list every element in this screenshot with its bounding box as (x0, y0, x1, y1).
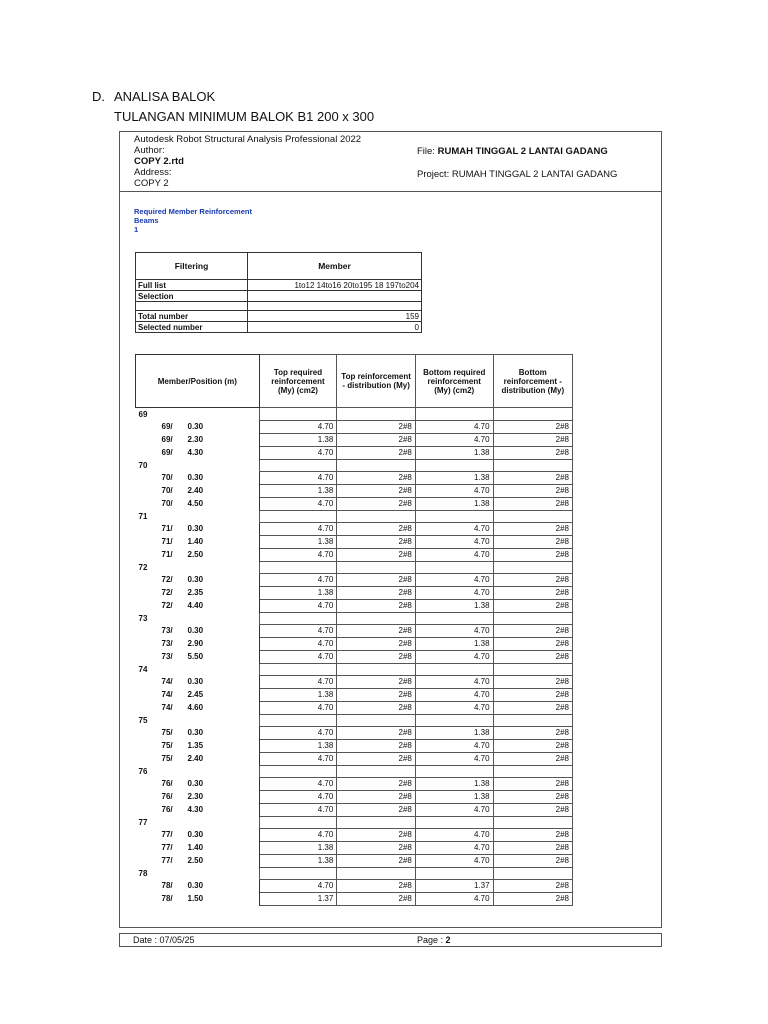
total-number-label: Total number (136, 311, 248, 322)
position-value: 2.30 (187, 435, 204, 444)
member-group-row (136, 663, 573, 675)
position-value: 0.30 (187, 830, 204, 839)
table-row (136, 752, 573, 765)
member-group-row (136, 510, 573, 522)
top-distribution-cell: 2#8 (337, 739, 416, 752)
bottom-required-cell: 4.70 (415, 675, 493, 688)
top-required-cell: 4.70 (259, 752, 337, 765)
table-row (136, 777, 573, 790)
member-position (136, 701, 260, 714)
bottom-distribution-cell: 2#8 (493, 841, 572, 854)
top-distribution-cell: 2#8 (337, 637, 416, 650)
bottom-distribution-cell: 2#8 (493, 420, 572, 433)
bottom-required-cell: 1.38 (415, 599, 493, 612)
bottom-required-cell: 4.70 (415, 522, 493, 535)
bottom-distribution-cell: 2#8 (493, 752, 572, 765)
bottom-distribution-cell: 2#8 (493, 599, 572, 612)
report-header-left (134, 134, 361, 189)
member-id: 74/ (161, 690, 173, 699)
position-value: 0.30 (187, 677, 204, 686)
position-value: 4.50 (187, 499, 204, 508)
member-position (136, 599, 260, 612)
position-value: 0.30 (187, 524, 204, 533)
bottom-required-cell: 1.38 (415, 790, 493, 803)
file-info (417, 146, 608, 157)
page-value: 2 (445, 935, 451, 945)
bottom-distribution-cell: 2#8 (493, 688, 572, 701)
top-distribution-cell: 2#8 (337, 586, 416, 599)
bottom-required-cell: 4.70 (415, 420, 493, 433)
member-position (136, 803, 260, 816)
filter-header-member: Member (248, 253, 422, 280)
top-required-cell: 1.38 (259, 854, 337, 867)
bottom-distribution-cell: 2#8 (493, 790, 572, 803)
bottom-required-cell: 1.38 (415, 446, 493, 459)
bottom-distribution-cell: 2#8 (493, 433, 572, 446)
bottom-distribution-cell: 2#8 (493, 828, 572, 841)
position-value: 1.35 (187, 741, 204, 750)
position-value: 0.30 (187, 473, 204, 482)
top-required-cell: 1.38 (259, 841, 337, 854)
member-position (136, 535, 260, 548)
table-row (136, 484, 573, 497)
member-position (136, 446, 260, 459)
top-required-cell: 4.70 (259, 420, 337, 433)
table-row (136, 548, 573, 561)
top-distribution-cell: 2#8 (337, 752, 416, 765)
full-list-label: Full list (136, 280, 248, 291)
table-row (136, 433, 573, 446)
top-distribution-cell: 2#8 (337, 420, 416, 433)
heading-line-1 (92, 89, 374, 105)
member-group-id: 78 (138, 868, 148, 878)
member-position (136, 892, 260, 905)
top-distribution-cell: 2#8 (337, 650, 416, 663)
selection-label: Selection (136, 291, 248, 302)
bottom-required-cell: 4.70 (415, 624, 493, 637)
member-position (136, 586, 260, 599)
table-row (136, 739, 573, 752)
col-header-bottom-required: Bottom required reinforcement (My) (cm2) (415, 355, 493, 408)
position-value: 2.40 (187, 754, 204, 763)
member-id: 70/ (161, 473, 173, 482)
member-group-id: 72 (138, 562, 148, 572)
footer-date: Date : 07/05/25 (133, 935, 195, 945)
member-id: 77/ (161, 856, 173, 865)
bottom-distribution-cell: 2#8 (493, 701, 572, 714)
member-position (136, 726, 260, 739)
top-required-cell: 4.70 (259, 522, 337, 535)
top-distribution-cell: 2#8 (337, 854, 416, 867)
total-number-value: 159 (248, 311, 422, 322)
position-value: 4.30 (187, 805, 204, 814)
top-distribution-cell: 2#8 (337, 573, 416, 586)
member-id: 75/ (161, 741, 173, 750)
table-row (136, 497, 573, 510)
member-group-id: 70 (138, 460, 148, 470)
section-sub: Beams (134, 216, 159, 225)
bottom-required-cell: 4.70 (415, 535, 493, 548)
top-distribution-cell: 2#8 (337, 892, 416, 905)
bottom-required-cell: 4.70 (415, 586, 493, 599)
bottom-required-cell: 4.70 (415, 892, 493, 905)
member-id: 73/ (161, 626, 173, 635)
col-header-member: Member/Position (m) (136, 355, 260, 408)
member-id: 71/ (161, 524, 173, 533)
bottom-distribution-cell: 2#8 (493, 739, 572, 752)
selected-number-value: 0 (248, 322, 422, 333)
top-required-cell: 4.70 (259, 624, 337, 637)
member-position (136, 573, 260, 586)
member-id: 71/ (161, 550, 173, 559)
member-id: 74/ (161, 677, 173, 686)
position-value: 2.35 (187, 588, 204, 597)
bottom-required-cell: 1.37 (415, 879, 493, 892)
report-page (119, 131, 662, 928)
top-required-cell: 4.70 (259, 777, 337, 790)
member-position (136, 790, 260, 803)
top-required-cell: 4.70 (259, 446, 337, 459)
top-distribution-cell: 2#8 (337, 599, 416, 612)
member-id: 76/ (161, 779, 173, 788)
section-num: 1 (134, 225, 139, 234)
bottom-distribution-cell: 2#8 (493, 675, 572, 688)
footer-page (417, 934, 451, 946)
bottom-distribution-cell: 2#8 (493, 854, 572, 867)
bottom-distribution-cell: 2#8 (493, 497, 572, 510)
member-id: 72/ (161, 575, 173, 584)
position-value: 1.40 (187, 537, 204, 546)
table-row (136, 828, 573, 841)
reinforcement-table-body (136, 408, 573, 906)
bottom-distribution-cell: 2#8 (493, 535, 572, 548)
table-row (136, 790, 573, 803)
member-id: 75/ (161, 754, 173, 763)
col-header-bottom-distribution: Bottom reinforcement - distribution (My) (493, 355, 572, 408)
top-required-cell: 1.38 (259, 433, 337, 446)
bottom-required-cell: 1.38 (415, 726, 493, 739)
position-value: 2.30 (187, 792, 204, 801)
position-value: 4.30 (187, 448, 204, 457)
position-value: 0.30 (187, 422, 204, 431)
bottom-distribution-cell: 2#8 (493, 548, 572, 561)
top-required-cell: 4.70 (259, 828, 337, 841)
reinforcement-table (135, 354, 573, 906)
document-heading (92, 89, 374, 125)
member-group-id: 71 (138, 511, 148, 521)
file-value: RUMAH TINGGAL 2 LANTAI GADANG (437, 146, 608, 157)
member-group-row (136, 408, 573, 421)
top-required-cell: 1.38 (259, 586, 337, 599)
top-required-cell: 4.70 (259, 548, 337, 561)
table-row (136, 892, 573, 905)
bottom-required-cell: 1.38 (415, 777, 493, 790)
position-value: 2.50 (187, 856, 204, 865)
member-group-row (136, 612, 573, 624)
top-distribution-cell: 2#8 (337, 433, 416, 446)
position-value: 2.40 (187, 486, 204, 495)
member-group-row (136, 867, 573, 879)
table-row (136, 675, 573, 688)
position-value: 0.30 (187, 881, 204, 890)
position-value: 1.50 (187, 894, 204, 903)
bottom-distribution-cell: 2#8 (493, 726, 572, 739)
bottom-required-cell: 1.38 (415, 497, 493, 510)
bottom-required-cell: 4.70 (415, 828, 493, 841)
bottom-required-cell: 4.70 (415, 752, 493, 765)
member-group-id: 73 (138, 613, 148, 623)
top-distribution-cell: 2#8 (337, 688, 416, 701)
member-id: 77/ (161, 830, 173, 839)
bottom-required-cell: 4.70 (415, 739, 493, 752)
table-row (136, 803, 573, 816)
top-distribution-cell: 2#8 (337, 471, 416, 484)
member-id: 78/ (161, 881, 173, 890)
software-name: Autodesk Robot Structural Analysis Professional 2022 (134, 134, 362, 145)
table-row (136, 446, 573, 459)
project-label: Project: (417, 169, 450, 180)
bottom-required-cell: 4.70 (415, 573, 493, 586)
position-value: 5.50 (187, 652, 204, 661)
member-id: 77/ (161, 843, 173, 852)
top-distribution-cell: 2#8 (337, 548, 416, 561)
member-group-id: 69 (138, 409, 148, 419)
member-position (136, 879, 260, 892)
top-required-cell: 4.70 (259, 497, 337, 510)
member-position (136, 777, 260, 790)
table-row (136, 701, 573, 714)
bottom-distribution-cell: 2#8 (493, 446, 572, 459)
heading-letter: D. (92, 89, 105, 104)
top-distribution-cell: 2#8 (337, 879, 416, 892)
position-value: 2.45 (187, 690, 204, 699)
address-label: Address: (134, 167, 172, 178)
bottom-required-cell: 1.38 (415, 471, 493, 484)
bottom-required-cell: 4.70 (415, 854, 493, 867)
position-value: 0.30 (187, 779, 204, 788)
member-position (136, 522, 260, 535)
member-id: 70/ (161, 499, 173, 508)
member-group-row (136, 714, 573, 726)
top-required-cell: 4.70 (259, 790, 337, 803)
bottom-required-cell: 4.70 (415, 650, 493, 663)
section-title: Required Member Reinforcement (134, 207, 252, 216)
member-id: 72/ (161, 601, 173, 610)
section-title-block (134, 207, 252, 234)
member-position (136, 497, 260, 510)
bottom-required-cell: 4.70 (415, 701, 493, 714)
member-id: 75/ (161, 728, 173, 737)
top-required-cell: 1.37 (259, 892, 337, 905)
bottom-required-cell: 4.70 (415, 841, 493, 854)
file-name: COPY 2.rtd (134, 156, 184, 167)
member-id: 69/ (161, 448, 173, 457)
member-group-row (136, 765, 573, 777)
member-group-id: 74 (138, 664, 148, 674)
member-id: 70/ (161, 486, 173, 495)
position-value: 2.50 (187, 550, 204, 559)
top-required-cell: 4.70 (259, 471, 337, 484)
member-position (136, 739, 260, 752)
top-required-cell: 4.70 (259, 637, 337, 650)
filter-header-filtering: Filtering (136, 253, 248, 280)
member-position (136, 637, 260, 650)
bottom-distribution-cell: 2#8 (493, 471, 572, 484)
position-value: 0.30 (187, 575, 204, 584)
report-header (120, 132, 661, 192)
top-required-cell: 4.70 (259, 599, 337, 612)
bottom-required-cell: 1.38 (415, 637, 493, 650)
position-value: 0.30 (187, 626, 204, 635)
member-id: 76/ (161, 805, 173, 814)
table-row (136, 573, 573, 586)
position-value: 1.40 (187, 843, 204, 852)
top-required-cell: 4.70 (259, 701, 337, 714)
bottom-distribution-cell: 2#8 (493, 586, 572, 599)
member-position (136, 828, 260, 841)
member-position (136, 688, 260, 701)
bottom-distribution-cell: 2#8 (493, 637, 572, 650)
project-info (417, 169, 617, 180)
table-row (136, 688, 573, 701)
member-group-row (136, 561, 573, 573)
bottom-required-cell: 4.70 (415, 803, 493, 816)
member-position (136, 854, 260, 867)
member-position (136, 650, 260, 663)
table-row (136, 535, 573, 548)
member-id: 71/ (161, 537, 173, 546)
bottom-required-cell: 4.70 (415, 688, 493, 701)
filter-table (135, 252, 422, 333)
member-id: 74/ (161, 703, 173, 712)
address-value: COPY 2 (134, 178, 169, 189)
member-position (136, 433, 260, 446)
member-group-id: 76 (138, 766, 148, 776)
top-distribution-cell: 2#8 (337, 624, 416, 637)
top-distribution-cell: 2#8 (337, 777, 416, 790)
table-row (136, 854, 573, 867)
member-id: 69/ (161, 435, 173, 444)
position-value: 0.30 (187, 728, 204, 737)
top-distribution-cell: 2#8 (337, 828, 416, 841)
bottom-distribution-cell: 2#8 (493, 803, 572, 816)
bottom-distribution-cell: 2#8 (493, 573, 572, 586)
bottom-required-cell: 4.70 (415, 548, 493, 561)
member-id: 76/ (161, 792, 173, 801)
top-distribution-cell: 2#8 (337, 522, 416, 535)
full-list-value: 1to12 14to16 20to195 18 197to204 (248, 280, 422, 291)
member-group-row (136, 816, 573, 828)
bottom-required-cell: 4.70 (415, 433, 493, 446)
member-position (136, 420, 260, 433)
top-distribution-cell: 2#8 (337, 484, 416, 497)
table-row (136, 726, 573, 739)
table-row (136, 637, 573, 650)
selected-number-label: Selected number (136, 322, 248, 333)
position-value: 4.60 (187, 703, 204, 712)
member-id: 72/ (161, 588, 173, 597)
table-row (136, 650, 573, 663)
top-required-cell: 1.38 (259, 739, 337, 752)
top-distribution-cell: 2#8 (337, 726, 416, 739)
member-group-id: 75 (138, 715, 148, 725)
table-row (136, 420, 573, 433)
member-id: 78/ (161, 894, 173, 903)
file-label: File: (417, 146, 435, 157)
top-required-cell: 4.70 (259, 803, 337, 816)
top-required-cell: 1.38 (259, 484, 337, 497)
member-position (136, 841, 260, 854)
top-distribution-cell: 2#8 (337, 446, 416, 459)
author-label: Author: (134, 145, 165, 156)
member-position (136, 624, 260, 637)
top-distribution-cell: 2#8 (337, 675, 416, 688)
project-value: RUMAH TINGGAL 2 LANTAI GADANG (451, 169, 618, 180)
position-value: 2.90 (187, 639, 204, 648)
member-group-row (136, 459, 573, 471)
top-distribution-cell: 2#8 (337, 701, 416, 714)
member-position (136, 752, 260, 765)
top-required-cell: 4.70 (259, 726, 337, 739)
table-row (136, 599, 573, 612)
bottom-distribution-cell: 2#8 (493, 484, 572, 497)
report-footer (119, 933, 662, 947)
heading-subtitle: TULANGAN MINIMUM BALOK B1 200 x 300 (114, 109, 375, 124)
top-distribution-cell: 2#8 (337, 790, 416, 803)
top-distribution-cell: 2#8 (337, 535, 416, 548)
bottom-distribution-cell: 2#8 (493, 777, 572, 790)
table-row (136, 471, 573, 484)
member-position (136, 484, 260, 497)
col-header-top-required: Top required reinforcement (My) (cm2) (259, 355, 337, 408)
top-distribution-cell: 2#8 (337, 497, 416, 510)
top-required-cell: 4.70 (259, 675, 337, 688)
member-id: 73/ (161, 639, 173, 648)
table-row (136, 522, 573, 535)
bottom-distribution-cell: 2#8 (493, 522, 572, 535)
bottom-distribution-cell: 2#8 (493, 650, 572, 663)
member-id: 69/ (161, 422, 173, 431)
member-position (136, 548, 260, 561)
position-value: 4.40 (187, 601, 204, 610)
table-row (136, 586, 573, 599)
bottom-distribution-cell: 2#8 (493, 892, 572, 905)
member-position (136, 471, 260, 484)
bottom-required-cell: 4.70 (415, 484, 493, 497)
table-row (136, 841, 573, 854)
table-row (136, 879, 573, 892)
bottom-distribution-cell: 2#8 (493, 879, 572, 892)
page-label: Page : (417, 935, 444, 945)
top-required-cell: 4.70 (259, 650, 337, 663)
heading-title: ANALISA BALOK (114, 89, 216, 104)
top-required-cell: 1.38 (259, 535, 337, 548)
table-row (136, 624, 573, 637)
top-distribution-cell: 2#8 (337, 841, 416, 854)
selection-value (248, 291, 422, 302)
member-id: 73/ (161, 652, 173, 661)
bottom-distribution-cell: 2#8 (493, 624, 572, 637)
top-required-cell: 1.38 (259, 688, 337, 701)
col-header-top-distribution: Top reinforcement - distribution (My) (337, 355, 416, 408)
member-group-id: 77 (138, 817, 148, 827)
top-distribution-cell: 2#8 (337, 803, 416, 816)
top-required-cell: 4.70 (259, 573, 337, 586)
top-required-cell: 4.70 (259, 879, 337, 892)
member-position (136, 675, 260, 688)
